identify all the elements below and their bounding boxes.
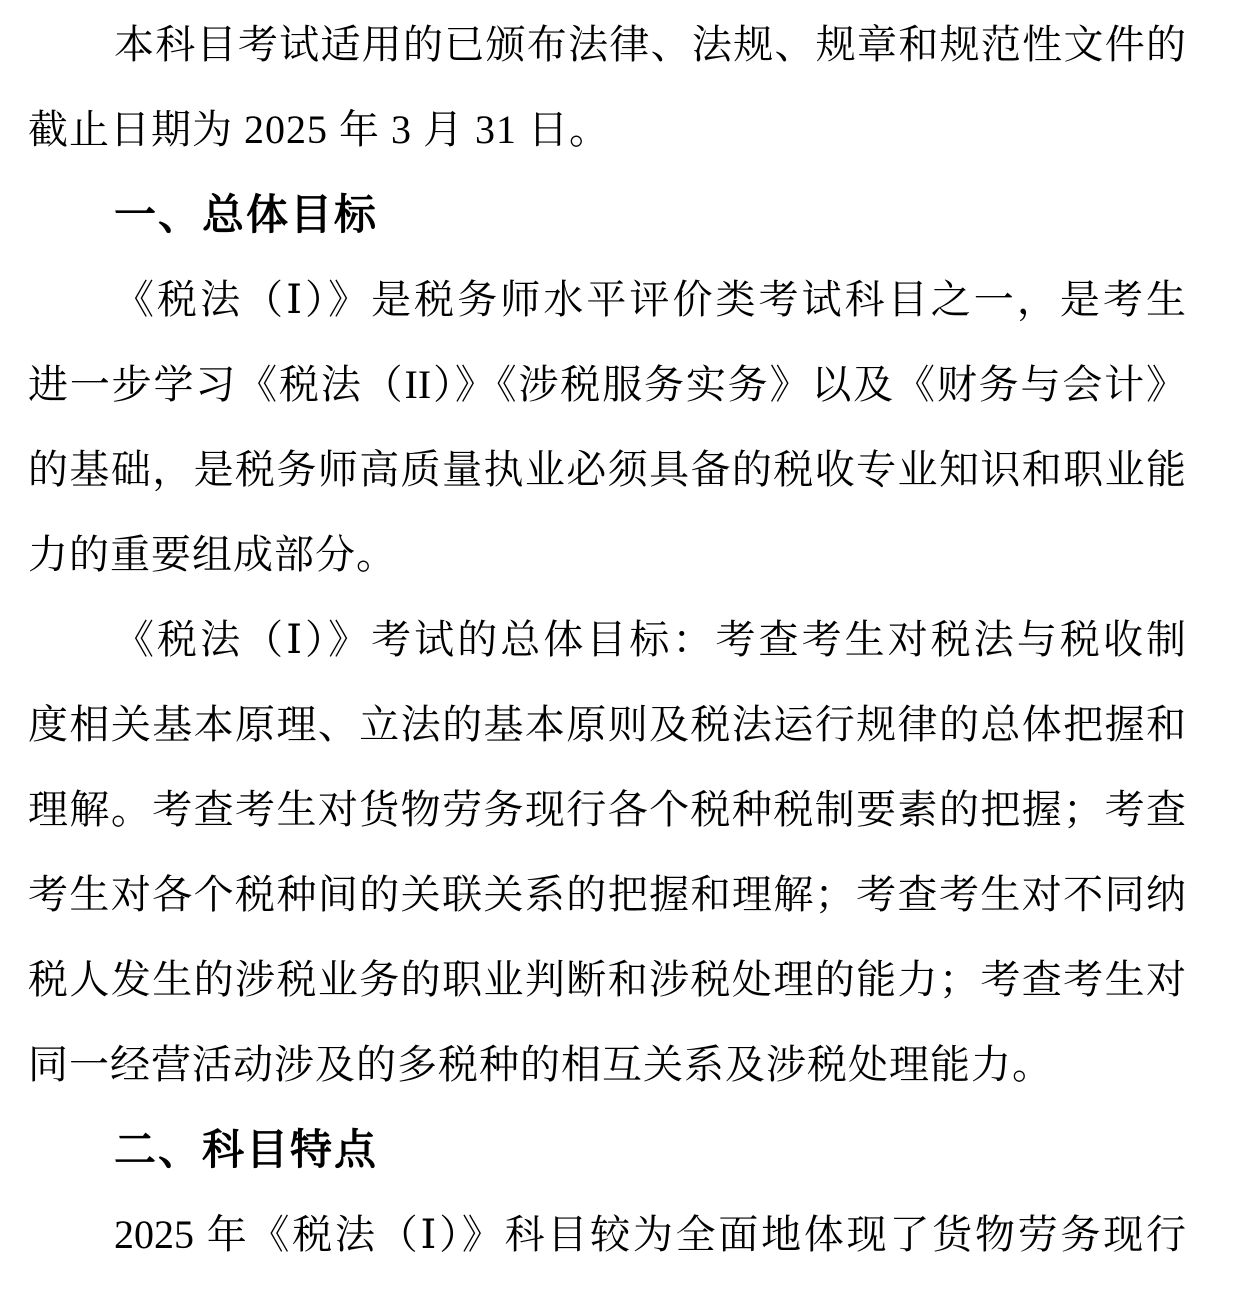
section-heading-overall-goals: 一、总体目标 — [114, 191, 379, 238]
section-heading-subject-features: 二、科目特点 — [114, 1126, 379, 1173]
paragraph-line: 截止日期为 2025 年 3 月 31 日。 — [28, 107, 610, 152]
paragraph-line: 的基础，是税务师高质量执业必须具备的税收专业知识和职业能 — [28, 447, 1186, 492]
paragraph-line: 本科目考试适用的已颁布法律、法规、规章和规范性文件的 — [114, 22, 1186, 67]
paragraph-line: 度相关基本原理、立法的基本原则及税法运行规律的总体把握和 — [28, 702, 1186, 747]
paragraph-line: 《税法（Ⅰ）》是税务师水平评价类考试科目之一，是考生 — [114, 277, 1186, 322]
paragraph-line: 2025 年《税法（Ⅰ）》科目较为全面地体现了货物劳务现行 — [114, 1212, 1186, 1257]
paragraph-line: 力的重要组成部分。 — [28, 532, 397, 577]
paragraph-line: 理解。考查考生对货物劳务现行各个税种税制要素的把握；考查 — [28, 787, 1186, 832]
paragraph-line: 进一步学习《税法（II）》《涉税服务实务》以及《财务与会计》 — [28, 362, 1186, 407]
paragraph-line: 同一经营活动涉及的多税种的相互关系及涉税处理能力。 — [28, 1042, 1053, 1087]
paragraph-line: 税人发生的涉税业务的职业判断和涉税处理的能力；考查考生对 — [28, 957, 1186, 1002]
paragraph-line: 《税法（Ⅰ）》考试的总体目标：考查考生对税法与税收制 — [114, 617, 1186, 662]
paragraph-line: 考生对各个税种间的关联关系的把握和理解；考查考生对不同纳 — [28, 872, 1186, 917]
